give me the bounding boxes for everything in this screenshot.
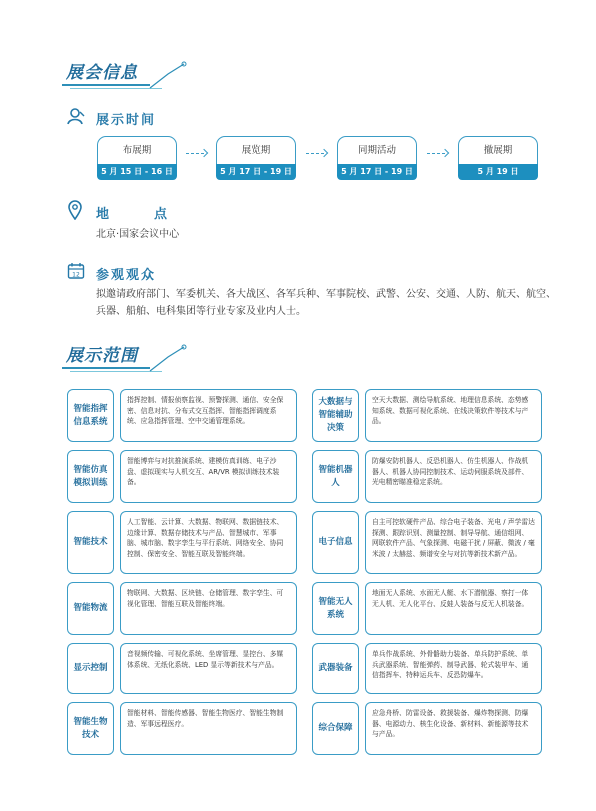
phase-name: 展览期	[216, 136, 296, 165]
phase-date: 5 月 17 日 - 19 日	[216, 164, 296, 180]
category-card	[312, 702, 542, 755]
category-desc: 空天大数据、测绘导航系统、地理信息系统、态势感知系统、数据可视化系统、在线决策软件等技术与产品。	[365, 389, 542, 442]
category-name: 电子信息	[312, 511, 359, 574]
arrow-icon	[427, 150, 449, 158]
phase-date: 5 月 17 日 - 19 日	[337, 164, 417, 180]
category-card	[312, 643, 542, 694]
category-card	[312, 582, 542, 635]
arrow-icon	[306, 150, 328, 158]
category-desc: 物联网、大数据、区块链、仓储管理、数字孪生、可视化管理、智能互联及智能终端。	[120, 582, 297, 635]
title-deco-swoosh	[148, 343, 188, 373]
category-name: 智能指挥信息系统	[67, 389, 114, 442]
category-desc: 智能博弈与对抗推演系统、建模仿真训练、电子沙盘、虚拟现实与人机交互、AR/VR 模拟训练技术装备。	[120, 450, 297, 503]
time-heading: 展示时间	[96, 113, 157, 128]
phase-name: 布展期	[97, 136, 177, 165]
category-card	[67, 643, 297, 694]
category-card	[67, 389, 297, 442]
category-desc: 指挥控制、情报侦察监视、预警探测、通信、安全保密、信息对抗、分布式交互指挥、智能指挥调度系统、应急指挥管理、空中交通管理系统。	[120, 389, 297, 442]
category-desc: 单兵作战系统、外骨骼助力装备、单兵防护系统、单兵武器系统、智能弹药、制导武器、轮式装甲车、通信指挥车、特种运兵车、反恐防爆车。	[365, 643, 542, 694]
category-desc: 地面无人系统、水面无人艇、水下潜航器、察打一体无人机、无人化平台、反蛙人装备与反无人机装备。	[365, 582, 542, 635]
phase-name: 撤展期	[458, 136, 538, 165]
category-desc: 自主可控软硬件产品、综合电子装备、光电 / 声学雷达探测、跟踪识别、测量控制、制导导航、通信组网、网联软件产品、气象探测、电磁干扰 / 屏蔽、微波 / 毫米波 / 太赫兹、频谱安全与对抗等新技术新产品。	[365, 511, 542, 574]
category-card	[312, 450, 542, 503]
location-heading: 地 点	[96, 207, 184, 222]
title-underline	[62, 84, 150, 86]
svg-text:12: 12	[72, 271, 80, 279]
phase-date: 5 月 15 日 - 16 日	[97, 164, 177, 180]
category-name: 智能仿真模拟训练	[67, 450, 114, 503]
location-pin-icon	[67, 200, 83, 220]
category-name: 智能无人系统	[312, 582, 359, 635]
category-name: 智能技术	[67, 511, 114, 574]
category-desc: 音视频传输、可视化系统、坐席管理、显控台、多媒体系统、无纸化系统、LED 显示等新技术与产品。	[120, 643, 297, 694]
category-desc: 应急舟桥、防雷设备、救援装备、爆炸物探测、防爆器、电源动力、核生化设备、新材料、新能源等技术与产品。	[365, 702, 542, 755]
title-underline	[62, 367, 150, 369]
category-name: 智能机器人	[312, 450, 359, 503]
category-desc: 人工智能、云计算、大数据、物联网、数据链技术、边缘计算、数据存储技术与产品、智慧城市、军事脑、城市脑、数字孪生与平行系统、网络安全、协同控制、保密安全、智能互联及智能终端。	[120, 511, 297, 574]
title-deco-swoosh	[148, 60, 188, 90]
category-name: 大数据与智能辅助决策	[312, 389, 359, 442]
arrow-icon	[186, 150, 208, 158]
category-card	[67, 702, 297, 755]
section-title-info: 展会信息	[66, 63, 138, 83]
phase-setup	[97, 136, 177, 180]
category-desc: 防爆安防机器人、反恐机器人、仿生机器人、作战机器人、机器人协同控制技术、运动伺服系统及部件、光电精密瞄准稳定系统。	[365, 450, 542, 503]
visitors-heading: 参观观众	[96, 268, 157, 283]
visitors-text: 拟邀请政府部门、军委机关、各大战区、各军兵种、军事院校、武警、公安、交通、人防、航天、航空、兵器、船舶、电科集团等行业专家及业内人士。	[96, 289, 556, 317]
phase-name: 同期活动	[337, 136, 417, 165]
location-value: 北京·国家会议中心	[96, 229, 180, 240]
category-name: 智能生物技术	[67, 702, 114, 755]
section-title-scope: 展示范围	[66, 346, 138, 366]
calendar-icon	[67, 262, 85, 280]
category-card	[312, 511, 542, 574]
category-name: 智能物流	[67, 582, 114, 635]
category-card	[67, 582, 297, 635]
phase-concurrent	[337, 136, 417, 180]
category-name: 综合保障	[312, 702, 359, 755]
category-card	[312, 389, 542, 442]
phase-exhibition	[216, 136, 296, 180]
phase-date: 5 月 19 日	[458, 164, 538, 180]
category-name: 显示控制	[67, 643, 114, 694]
category-card	[67, 511, 297, 574]
category-desc: 智能材料、智能传感器、智能生物医疗、智能生物制造、军事远程医疗。	[120, 702, 297, 755]
category-name: 武器装备	[312, 643, 359, 694]
category-card	[67, 450, 297, 503]
person-icon	[66, 106, 86, 126]
phase-teardown	[458, 136, 538, 180]
